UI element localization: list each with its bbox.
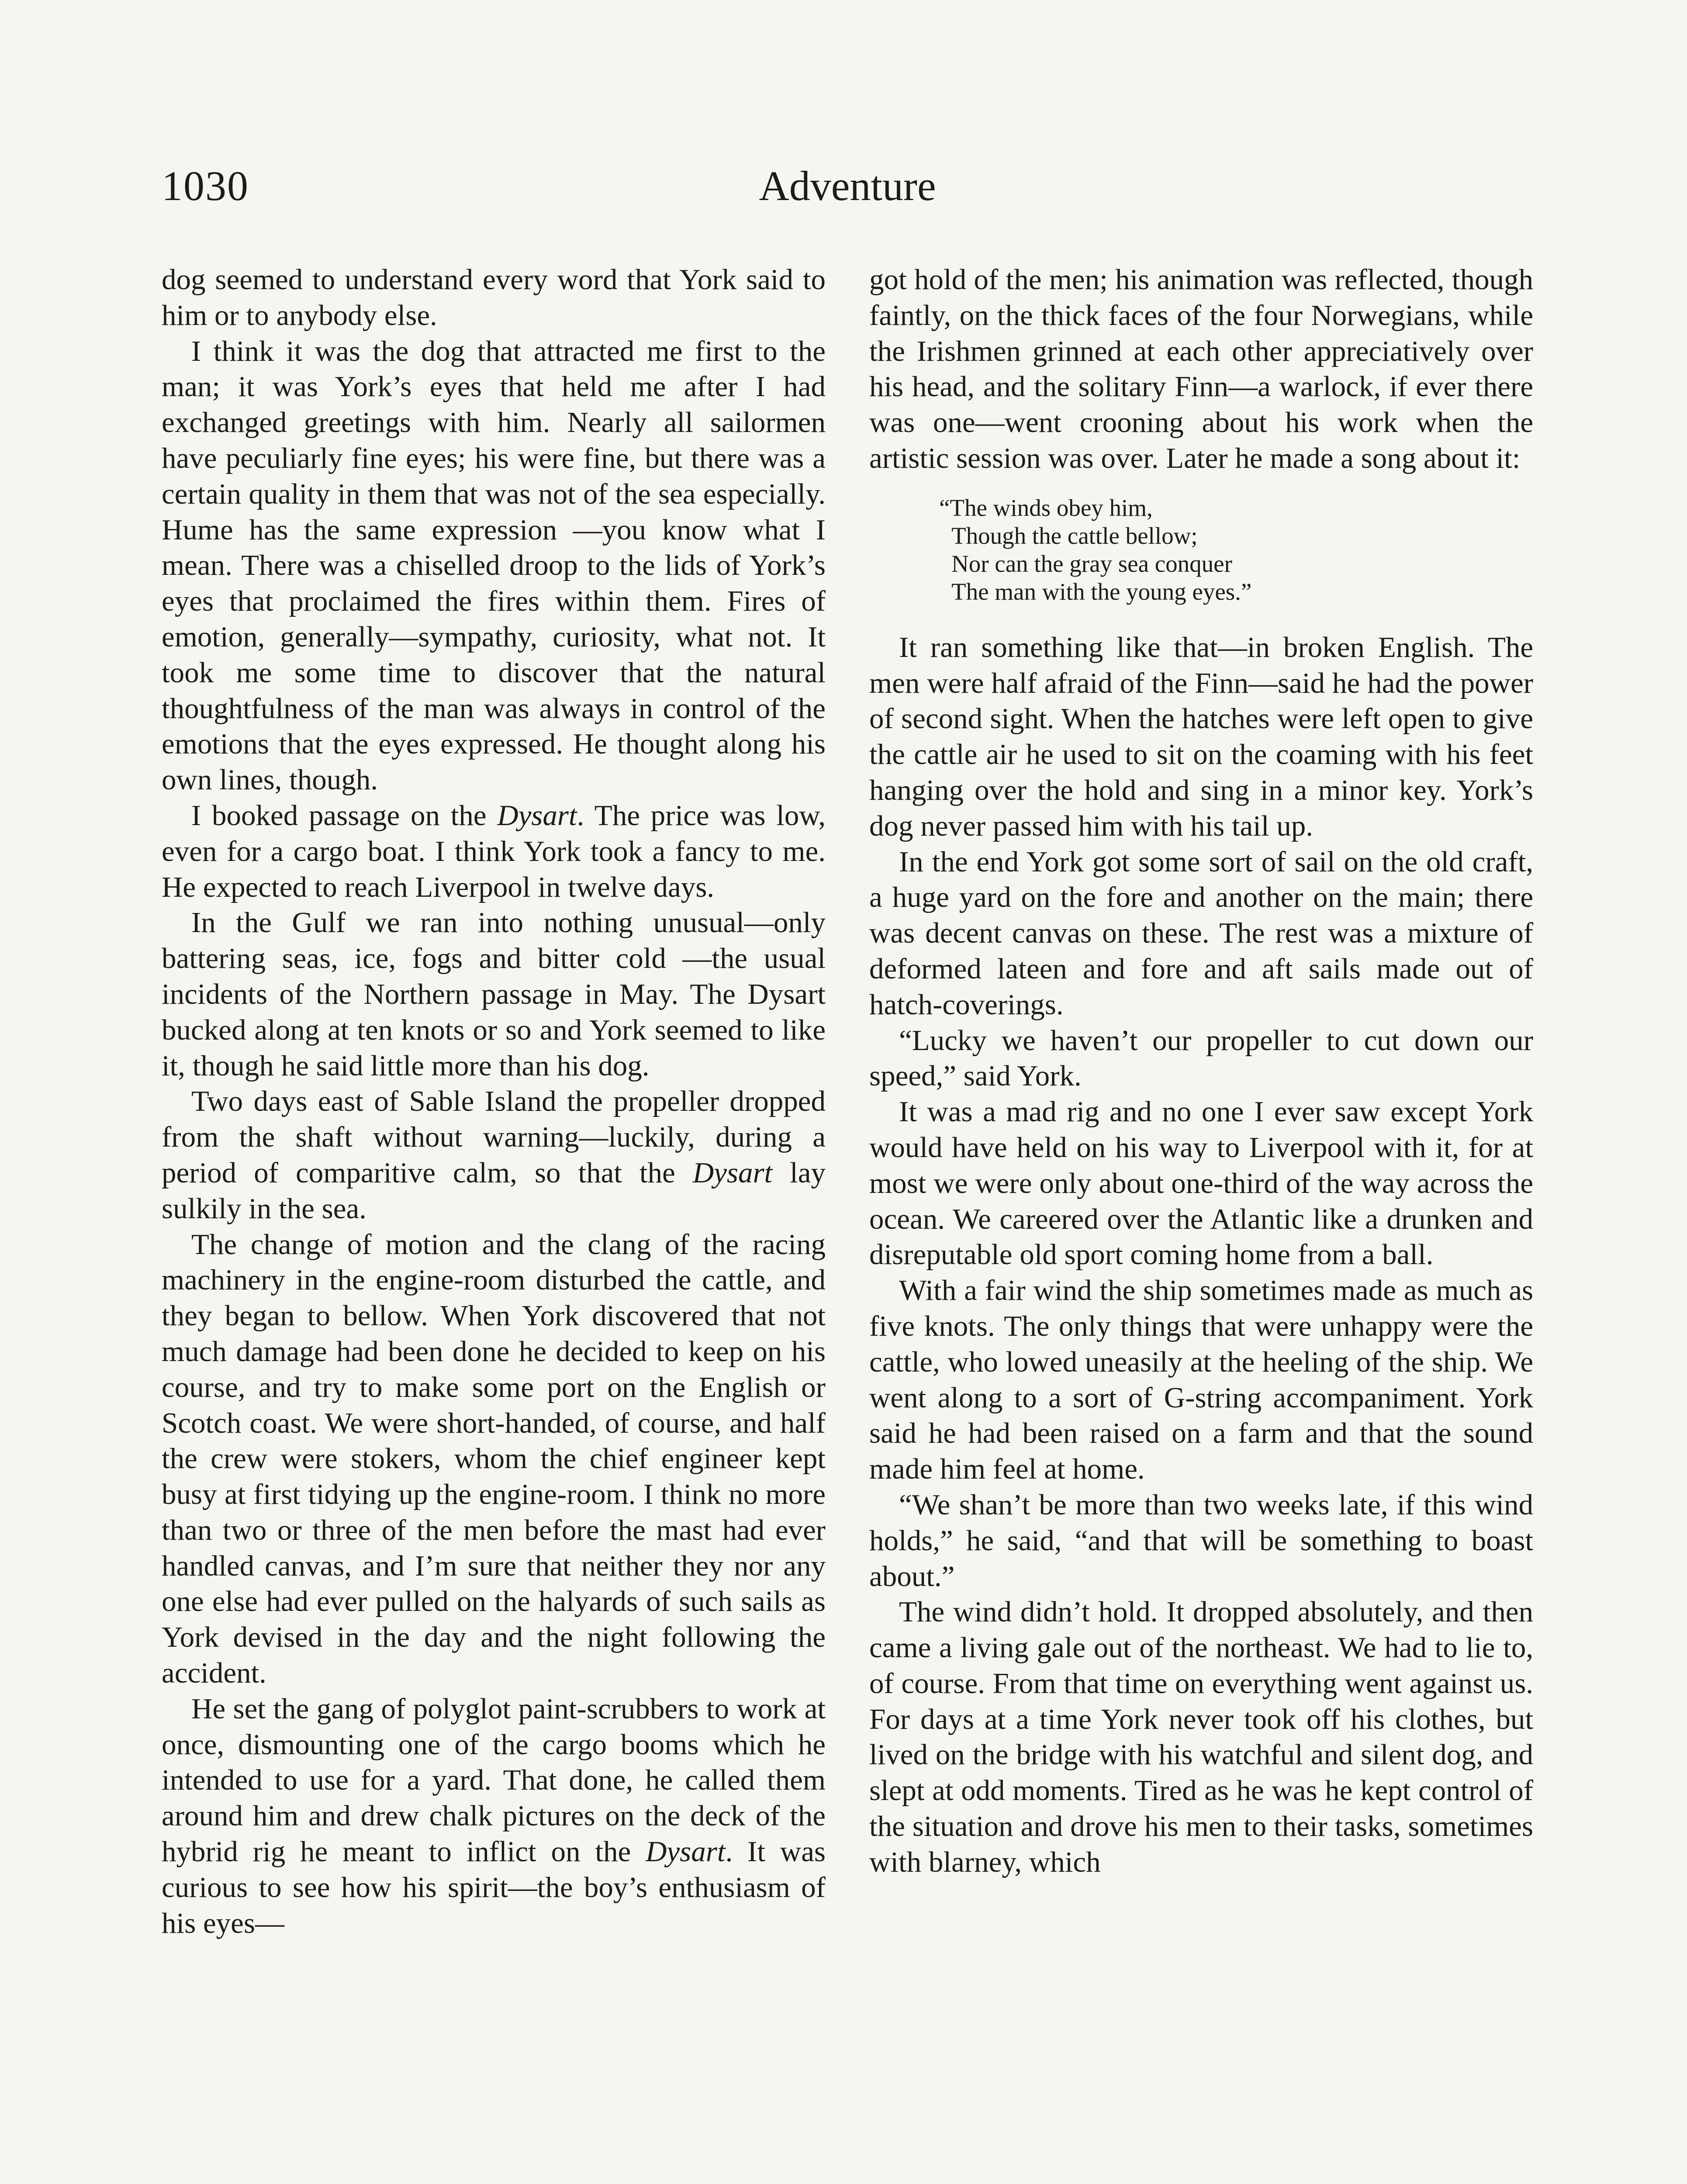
running-title: Adventure (759, 162, 936, 209)
poem (869, 494, 1533, 606)
paragraph: It was a mad rig and no one I ever saw except York would have held on his way to Liverpool with it, for at most we were only about one-third of the way across the ocean. We careered over the Atlantic like a drunken and disreputable old sport coming home from a ball. (869, 1095, 1533, 1271)
paragraph: The wind didn’t hold. It dropped absolutely, and then came a living gale out of the northeast. We had to lie to, of course. From that time on everything went against us. For days at a time York never took off his clothes, but lived on the bridge with his watchful and silent dog, and slept at odd moments. Tired as he was he kept control of the situation and drove his men to their tasks, sometimes with blarney, which (869, 1596, 1533, 1878)
paragraph: Two days east of Sable Island the propeller dropped from the shaft without warning—luckily, during a period of comparitive calm, so that the Dysart lay sulkily in the sea. (162, 1085, 826, 1225)
ship-name: Dysart (692, 1156, 773, 1189)
paragraph: In the Gulf we ran into nothing unusual—only battering seas, ice, fogs and bitter cold —the usual incidents of the Northern passage in May. The Dysart bucked along at ten knots or so and York seemed to like it, though he said little more than his dog. (162, 906, 826, 1082)
page-header (162, 162, 1533, 227)
right-column (869, 262, 1533, 1880)
paragraph: dog seemed to understand every word that York said to him or to anybody else. (162, 263, 826, 332)
ship-name: Dysart (497, 799, 577, 832)
poem-line: Though the cattle bellow; (951, 522, 1198, 549)
paragraph: I booked passage on the Dysart. The price was low, even for a cargo boat. I think York took a fancy to me. He expected to reach Liverpool in twelve days. (162, 799, 826, 903)
paragraph: In the end York got some sort of sail on the old craft, a huge yard on the fore and another on the main; there was decent canvas on these. The rest was a mixture of deformed lateen and fore and aft sails made out of hatch-coverings. (869, 845, 1533, 1021)
paragraph: got hold of the men; his animation was reflected, though faintly, on the thick faces of the four Norwegians, while the Irishmen grinned at each other appreciatively over his head, and the solitary Finn—a warlock, if ever there was one—went crooning about his work when the artistic session was over. Later he made a song about it: (869, 263, 1533, 474)
paragraph: He set the gang of polyglot paint-scrubbers to work at once, dismounting one of the cargo booms which he intended to use for a yard. That done, he called them around him and drew chalk pictures on the deck of the hybrid rig he meant to inflict on the Dysart. It was curious to see how his spirit—the boy’s enthusiasm of his eyes— (162, 1692, 826, 1939)
paragraph: With a fair wind the ship sometimes made as much as five knots. The only things that were unhappy were the cattle, who lowed uneasily at the heeling of the ship. We went along to a sort of G-string accompaniment. York said he had been raised on a farm and that the sound made him feel at home. (869, 1274, 1533, 1486)
poem-line: Nor can the gray sea conquer (951, 550, 1232, 577)
paragraph: “Lucky we haven’t our propeller to cut down our speed,” said York. (869, 1024, 1533, 1092)
poem-line: “The winds obey him, (939, 494, 1153, 521)
left-column (162, 262, 826, 1941)
poem-line: The man with the young eyes.” (951, 578, 1252, 605)
page-number: 1030 (162, 162, 249, 209)
paragraph: I think it was the dog that attracted me first to the man; it was York’s eyes that held me after I had exchanged greetings with him. Nearly all sailormen have peculiarly fine eyes; his were fine, but there was a certain quality in them that was not of the sea especially. Hume has the same expression —you know what I mean. There was a chiselled droop to the lids of York’s eyes that proclaimed the fires within them. Fires of emotion, generally—sympathy, curiosity, what not. It took me some time to discover that the natural thoughtfulness of the man was always in control of the emotions that the eyes expressed. He thought along his own lines, though. (162, 335, 826, 796)
paragraph: The change of motion and the clang of the racing machinery in the engine-room disturbed the cattle, and they began to bellow. When York discovered that not much damage had been done he decided to keep on his course, and try to make some port on the English or Scotch coast. We were short-handed, of course, and half the crew were stokers, whom the chief engineer kept busy at first tidying up the engine-room. I think no more than two or three of the men before the mast had ever handled canvas, and I’m sure that neither they nor any one else had ever pulled on the halyards of such sails as York devised in the day and the night following the accident. (162, 1228, 826, 1690)
paragraph: It ran something like that—in broken English. The men were half afraid of the Finn—said he had the power of second sight. When the hatches were left open to give the cattle air he used to sit on the coaming with his feet hanging over the hold and sing in a minor key. York’s dog never passed him with his tail up. (869, 631, 1533, 842)
ship-name: Dysart (646, 1835, 726, 1868)
paragraph: “We shan’t be more than two weeks late, if this wind holds,” he said, “and that will be something to boast about.” (869, 1488, 1533, 1593)
